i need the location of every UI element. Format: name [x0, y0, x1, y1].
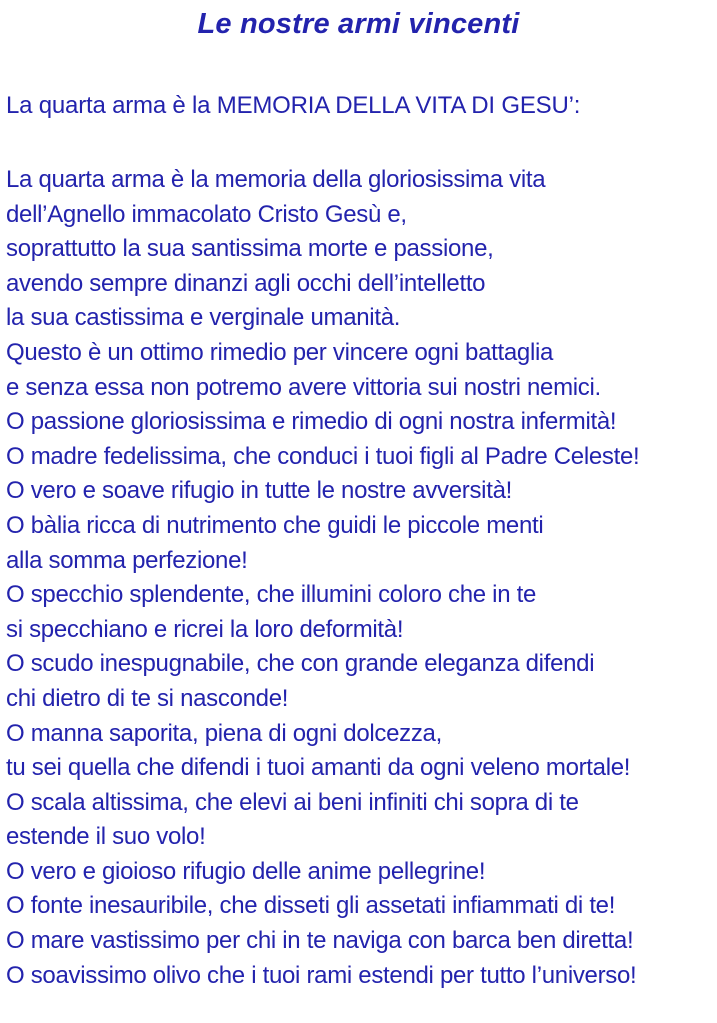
text-line: O vero e gioioso rifugio delle anime pellegrine!: [6, 857, 486, 885]
text-line: O fonte inesauribile, che disseti gli assetati infiammati di te!: [6, 892, 616, 920]
text-line: estende il suo volo!: [6, 823, 206, 851]
text-line: O madre fedelissima, che conduci i tuoi figli al Padre Celeste!: [6, 442, 640, 470]
text-line: dell’Agnello immacolato Cristo Gesù e,: [6, 200, 407, 228]
text-line: O scala altissima, che elevi ai beni infiniti chi sopra di te: [6, 788, 579, 816]
text-line: O specchio splendente, che illumini coloro che in te: [6, 581, 537, 609]
text-line: e senza essa non potremo avere vittoria sui nostri nemici.: [6, 373, 601, 401]
intro-line: La quarta arma è la MEMORIA DELLA VITA DI GESU’:: [6, 92, 581, 119]
text-line: tu sei quella che difendi i tuoi amanti da ogni veleno mortale!: [6, 754, 631, 782]
text-line: si specchiano e ricrei la loro deformità!: [6, 615, 404, 643]
text-line: La quarta arma è la memoria della gloriosissima vita: [6, 166, 546, 193]
text-line: O mare vastissimo per chi in te naviga con barca ben diretta!: [6, 927, 634, 955]
text-line: O passione gloriosissima e rimedio di ogni nostra infermità!: [6, 408, 617, 436]
text-line: O bàlia ricca di nutrimento che guidi le piccole menti: [6, 511, 544, 539]
text-line: la sua castissima e verginale umanità.: [6, 304, 401, 332]
text-line: O soavissimo olivo che i tuoi rami estendi per tutto l’universo!: [6, 961, 637, 989]
text-body: [6, 163, 711, 993]
text-line: avendo sempre dinanzi agli occhi dell’intelletto: [6, 269, 486, 297]
text-line: soprattutto la sua santissima morte e passione,: [6, 235, 494, 263]
text-line: O scudo inespugnabile, che con grande eleganza difendi: [6, 650, 595, 678]
text-line: Questo è un ottimo rimedio per vincere ogni battaglia: [6, 338, 554, 366]
text-line: alla somma perfezione!: [6, 546, 248, 574]
text-line: O manna saporita, piena di ogni dolcezza,: [6, 719, 442, 747]
text-line: O vero e soave rifugio in tutte le nostre avversità!: [6, 477, 512, 505]
document-title: Le nostre armi vincenti: [197, 8, 520, 40]
text-line: chi dietro di te si nasconde!: [6, 684, 289, 712]
